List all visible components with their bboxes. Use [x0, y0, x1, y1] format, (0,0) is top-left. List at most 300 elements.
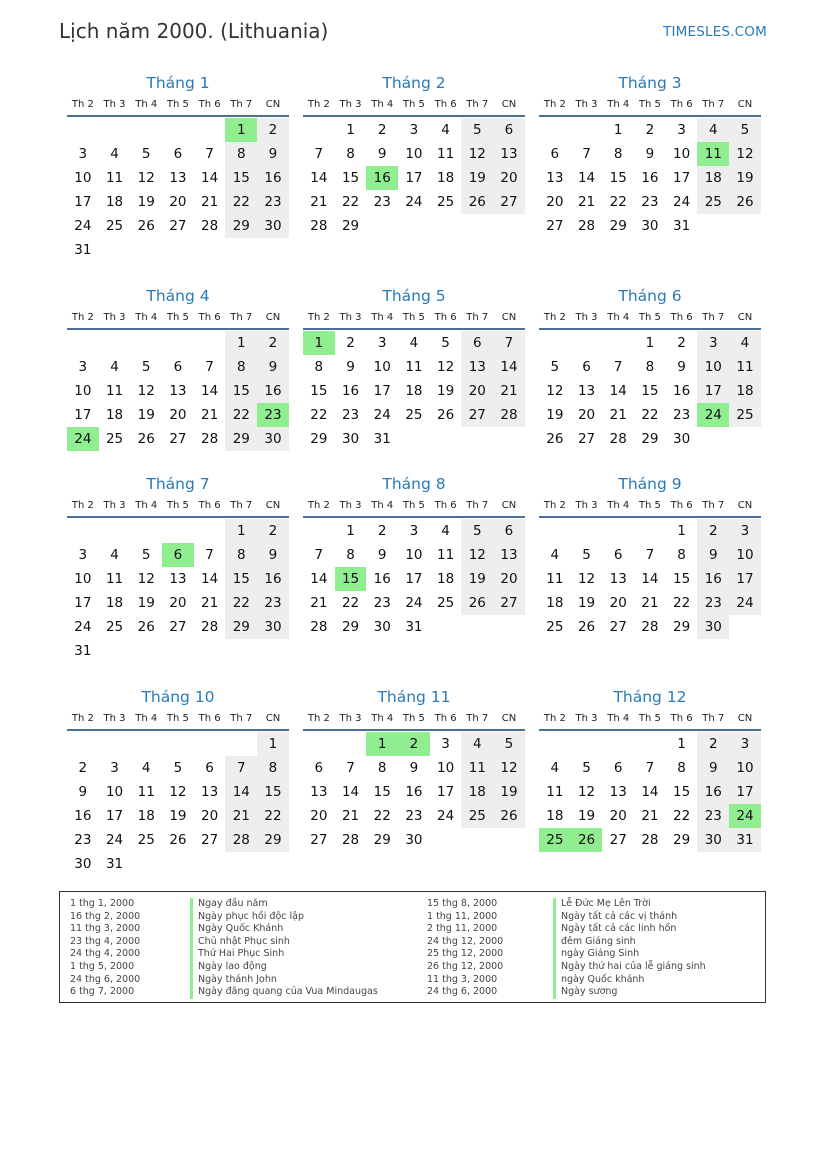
- day-cell[interactable]: 27: [169, 431, 187, 447]
- day-cell[interactable]: 10: [74, 571, 92, 587]
- day-cell[interactable]: 21: [310, 194, 328, 210]
- day-cell[interactable]: 17: [74, 407, 92, 423]
- day-cell[interactable]: 12: [137, 170, 155, 186]
- day-cell[interactable]: 11: [105, 170, 124, 186]
- day-cell[interactable]: 6: [173, 359, 183, 375]
- day-cell[interactable]: 27: [169, 218, 187, 234]
- day-cell[interactable]: 6: [582, 359, 591, 375]
- day-cell[interactable]: 18: [437, 170, 455, 186]
- day-cell[interactable]: 5: [141, 146, 151, 162]
- holiday-day-cell[interactable]: 11: [697, 142, 729, 166]
- day-cell[interactable]: 29: [225, 427, 257, 451]
- day-cell[interactable]: 1: [677, 736, 686, 752]
- holiday-day-cell[interactable]: 23: [257, 403, 289, 427]
- day-cell[interactable]: 16: [257, 379, 289, 403]
- day-cell[interactable]: 12: [137, 383, 155, 399]
- day-cell[interactable]: 9: [677, 359, 686, 375]
- day-cell[interactable]: 7: [314, 146, 324, 162]
- day-cell[interactable]: 5: [141, 547, 151, 563]
- day-cell[interactable]: 20: [493, 166, 525, 190]
- holiday-day-cell[interactable]: 15: [335, 567, 367, 591]
- day-cell[interactable]: 12: [437, 359, 455, 375]
- day-cell[interactable]: 26: [546, 431, 564, 447]
- day-cell[interactable]: 23: [257, 591, 289, 615]
- day-cell[interactable]: 12: [137, 571, 155, 587]
- day-cell[interactable]: 18: [405, 383, 423, 399]
- day-cell[interactable]: 21: [225, 804, 257, 828]
- day-cell[interactable]: 17: [405, 571, 423, 587]
- day-cell[interactable]: 8: [225, 543, 257, 567]
- holiday-day-cell[interactable]: 24: [67, 427, 99, 451]
- day-cell[interactable]: 2: [645, 122, 655, 138]
- day-cell[interactable]: 19: [169, 808, 187, 824]
- day-cell[interactable]: 13: [310, 784, 328, 800]
- day-cell[interactable]: 3: [697, 331, 729, 355]
- day-cell[interactable]: 19: [577, 595, 596, 611]
- day-cell[interactable]: 29: [341, 218, 360, 234]
- day-cell[interactable]: 19: [437, 383, 455, 399]
- day-cell[interactable]: 12: [546, 383, 564, 399]
- day-cell[interactable]: 5: [173, 760, 183, 776]
- day-cell[interactable]: 21: [201, 194, 219, 210]
- day-cell[interactable]: 1: [645, 335, 655, 351]
- day-cell[interactable]: 11: [105, 571, 124, 587]
- day-cell[interactable]: 7: [314, 547, 324, 563]
- day-cell[interactable]: 28: [201, 431, 219, 447]
- day-cell[interactable]: 10: [74, 383, 92, 399]
- day-cell[interactable]: 22: [225, 190, 257, 214]
- day-cell[interactable]: 25: [137, 832, 155, 848]
- day-cell[interactable]: 1: [225, 331, 257, 355]
- day-cell[interactable]: 20: [169, 194, 187, 210]
- day-cell[interactable]: 13: [201, 784, 219, 800]
- day-cell[interactable]: 27: [169, 619, 187, 635]
- day-cell[interactable]: 6: [205, 760, 214, 776]
- day-cell[interactable]: 19: [577, 808, 596, 824]
- day-cell[interactable]: 1: [257, 732, 289, 756]
- day-cell[interactable]: 25: [405, 407, 423, 423]
- day-cell[interactable]: 10: [405, 146, 423, 162]
- day-cell[interactable]: 4: [110, 146, 119, 162]
- holiday-day-cell[interactable]: 16: [366, 166, 398, 190]
- day-cell[interactable]: 26: [461, 591, 493, 615]
- day-cell[interactable]: 12: [461, 142, 493, 166]
- day-cell[interactable]: 11: [729, 355, 761, 379]
- day-cell[interactable]: 30: [74, 856, 92, 872]
- day-cell[interactable]: 2: [677, 335, 686, 351]
- day-cell[interactable]: 16: [641, 170, 659, 186]
- day-cell[interactable]: 21: [341, 808, 360, 824]
- day-cell[interactable]: 19: [461, 567, 493, 591]
- day-cell[interactable]: 12: [169, 784, 187, 800]
- day-cell[interactable]: 21: [201, 407, 219, 423]
- day-cell[interactable]: 23: [74, 832, 92, 848]
- day-cell[interactable]: 8: [677, 547, 686, 563]
- day-cell[interactable]: 9: [377, 146, 387, 162]
- day-cell[interactable]: 12: [461, 543, 493, 567]
- holiday-day-cell[interactable]: 24: [729, 804, 761, 828]
- day-cell[interactable]: 3: [78, 547, 88, 563]
- day-cell[interactable]: 10: [673, 146, 691, 162]
- day-cell[interactable]: 9: [257, 543, 289, 567]
- day-cell[interactable]: 1: [613, 122, 623, 138]
- day-cell[interactable]: 28: [201, 218, 219, 234]
- day-cell[interactable]: 15: [373, 784, 391, 800]
- day-cell[interactable]: 2: [257, 519, 289, 543]
- day-cell[interactable]: 20: [609, 595, 627, 611]
- day-cell[interactable]: 3: [110, 760, 119, 776]
- day-cell[interactable]: 9: [257, 355, 289, 379]
- holiday-day-cell[interactable]: 25: [539, 828, 571, 852]
- day-cell[interactable]: 2: [257, 331, 289, 355]
- day-cell[interactable]: 20: [169, 407, 187, 423]
- day-cell[interactable]: 30: [405, 832, 423, 848]
- day-cell[interactable]: 11: [437, 547, 455, 563]
- day-cell[interactable]: 24: [729, 591, 761, 615]
- day-cell[interactable]: 26: [493, 804, 525, 828]
- day-cell[interactable]: 29: [225, 615, 257, 639]
- day-cell[interactable]: 18: [461, 780, 493, 804]
- day-cell[interactable]: 14: [310, 170, 328, 186]
- day-cell[interactable]: 3: [377, 335, 387, 351]
- day-cell[interactable]: 27: [493, 190, 525, 214]
- day-cell[interactable]: 15: [225, 379, 257, 403]
- day-cell[interactable]: 30: [697, 615, 729, 639]
- day-cell[interactable]: 20: [609, 808, 627, 824]
- day-cell[interactable]: 9: [697, 756, 729, 780]
- day-cell[interactable]: 23: [257, 190, 289, 214]
- day-cell[interactable]: 27: [577, 431, 596, 447]
- day-cell[interactable]: 27: [493, 591, 525, 615]
- day-cell[interactable]: 17: [74, 194, 92, 210]
- day-cell[interactable]: 13: [546, 170, 564, 186]
- day-cell[interactable]: 18: [729, 379, 761, 403]
- day-cell[interactable]: 21: [641, 595, 659, 611]
- day-cell[interactable]: 23: [405, 808, 423, 824]
- day-cell[interactable]: 4: [441, 122, 450, 138]
- day-cell[interactable]: 30: [641, 218, 659, 234]
- day-cell[interactable]: 8: [346, 146, 355, 162]
- day-cell[interactable]: 23: [373, 595, 391, 611]
- day-cell[interactable]: 8: [377, 760, 387, 776]
- day-cell[interactable]: 18: [437, 571, 455, 587]
- day-cell[interactable]: 25: [546, 619, 564, 635]
- day-cell[interactable]: 17: [74, 595, 92, 611]
- day-cell[interactable]: 27: [609, 619, 627, 635]
- day-cell[interactable]: 24: [437, 808, 455, 824]
- day-cell[interactable]: 16: [697, 780, 729, 804]
- day-cell[interactable]: 13: [461, 355, 493, 379]
- day-cell[interactable]: 9: [78, 784, 88, 800]
- day-cell[interactable]: 13: [609, 784, 627, 800]
- day-cell[interactable]: 3: [441, 736, 450, 752]
- day-cell[interactable]: 30: [673, 431, 691, 447]
- day-cell[interactable]: 18: [105, 194, 124, 210]
- day-cell[interactable]: 30: [257, 214, 289, 238]
- day-cell[interactable]: 10: [697, 355, 729, 379]
- day-cell[interactable]: 4: [110, 547, 119, 563]
- day-cell[interactable]: 22: [341, 595, 360, 611]
- day-cell[interactable]: 22: [225, 591, 257, 615]
- day-cell[interactable]: 26: [461, 190, 493, 214]
- day-cell[interactable]: 30: [697, 828, 729, 852]
- holiday-day-cell[interactable]: 6: [162, 543, 194, 567]
- day-cell[interactable]: 5: [582, 547, 591, 563]
- day-cell[interactable]: 12: [729, 142, 761, 166]
- day-cell[interactable]: 13: [169, 383, 187, 399]
- day-cell[interactable]: 4: [550, 547, 560, 563]
- day-cell[interactable]: 24: [373, 407, 391, 423]
- day-cell[interactable]: 8: [257, 756, 289, 780]
- day-cell[interactable]: 18: [697, 166, 729, 190]
- day-cell[interactable]: 3: [729, 732, 761, 756]
- day-cell[interactable]: 28: [225, 828, 257, 852]
- day-cell[interactable]: 5: [461, 519, 493, 543]
- day-cell[interactable]: 14: [341, 784, 360, 800]
- day-cell[interactable]: 16: [341, 383, 360, 399]
- holiday-day-cell[interactable]: 1: [225, 118, 257, 142]
- day-cell[interactable]: 5: [461, 118, 493, 142]
- day-cell[interactable]: 31: [74, 643, 92, 659]
- day-cell[interactable]: 7: [582, 146, 591, 162]
- day-cell[interactable]: 21: [201, 595, 219, 611]
- day-cell[interactable]: 16: [257, 166, 289, 190]
- day-cell[interactable]: 26: [137, 218, 155, 234]
- day-cell[interactable]: 24: [105, 832, 124, 848]
- day-cell[interactable]: 18: [105, 407, 124, 423]
- day-cell[interactable]: 25: [105, 619, 124, 635]
- day-cell[interactable]: 25: [437, 194, 455, 210]
- day-cell[interactable]: 7: [493, 331, 525, 355]
- day-cell[interactable]: 11: [137, 784, 155, 800]
- day-cell[interactable]: 5: [729, 118, 761, 142]
- day-cell[interactable]: 28: [310, 218, 328, 234]
- day-cell[interactable]: 26: [137, 619, 155, 635]
- day-cell[interactable]: 1: [677, 523, 686, 539]
- day-cell[interactable]: 19: [729, 166, 761, 190]
- day-cell[interactable]: 11: [461, 756, 493, 780]
- day-cell[interactable]: 16: [257, 567, 289, 591]
- day-cell[interactable]: 27: [310, 832, 328, 848]
- day-cell[interactable]: 4: [110, 359, 119, 375]
- day-cell[interactable]: 29: [341, 619, 360, 635]
- day-cell[interactable]: 28: [493, 403, 525, 427]
- day-cell[interactable]: 28: [641, 619, 659, 635]
- day-cell[interactable]: 10: [373, 359, 391, 375]
- day-cell[interactable]: 14: [225, 780, 257, 804]
- day-cell[interactable]: 18: [546, 595, 564, 611]
- day-cell[interactable]: 6: [493, 519, 525, 543]
- day-cell[interactable]: 3: [409, 122, 419, 138]
- day-cell[interactable]: 30: [341, 431, 360, 447]
- day-cell[interactable]: 20: [577, 407, 596, 423]
- day-cell[interactable]: 23: [697, 804, 729, 828]
- day-cell[interactable]: 26: [169, 832, 187, 848]
- day-cell[interactable]: 7: [205, 146, 214, 162]
- day-cell[interactable]: 29: [641, 431, 659, 447]
- day-cell[interactable]: 19: [493, 780, 525, 804]
- day-cell[interactable]: 2: [377, 122, 387, 138]
- day-cell[interactable]: 27: [461, 403, 493, 427]
- day-cell[interactable]: 17: [437, 784, 455, 800]
- day-cell[interactable]: 20: [169, 595, 187, 611]
- day-cell[interactable]: 15: [310, 383, 328, 399]
- day-cell[interactable]: 16: [673, 383, 691, 399]
- day-cell[interactable]: 26: [729, 190, 761, 214]
- day-cell[interactable]: 17: [105, 808, 124, 824]
- day-cell[interactable]: 12: [493, 756, 525, 780]
- day-cell[interactable]: 8: [314, 359, 324, 375]
- day-cell[interactable]: 15: [673, 784, 691, 800]
- day-cell[interactable]: 9: [409, 760, 419, 776]
- day-cell[interactable]: 14: [201, 170, 219, 186]
- day-cell[interactable]: 4: [729, 331, 761, 355]
- day-cell[interactable]: 28: [310, 619, 328, 635]
- day-cell[interactable]: 22: [225, 403, 257, 427]
- day-cell[interactable]: 16: [373, 571, 391, 587]
- day-cell[interactable]: 23: [697, 591, 729, 615]
- holiday-day-cell[interactable]: 1: [303, 331, 335, 355]
- day-cell[interactable]: 20: [546, 194, 564, 210]
- day-cell[interactable]: 11: [405, 359, 423, 375]
- day-cell[interactable]: 19: [461, 166, 493, 190]
- day-cell[interactable]: 13: [493, 543, 525, 567]
- day-cell[interactable]: 29: [257, 828, 289, 852]
- day-cell[interactable]: 16: [405, 784, 423, 800]
- day-cell[interactable]: 21: [609, 407, 627, 423]
- holiday-day-cell[interactable]: 26: [571, 828, 603, 852]
- day-cell[interactable]: 5: [550, 359, 560, 375]
- day-cell[interactable]: 2: [78, 760, 88, 776]
- day-cell[interactable]: 7: [346, 760, 355, 776]
- day-cell[interactable]: 10: [437, 760, 455, 776]
- day-cell[interactable]: 29: [310, 431, 328, 447]
- day-cell[interactable]: 25: [437, 595, 455, 611]
- day-cell[interactable]: 9: [346, 359, 355, 375]
- day-cell[interactable]: 27: [609, 832, 627, 848]
- day-cell[interactable]: 11: [437, 146, 455, 162]
- day-cell[interactable]: 31: [373, 431, 391, 447]
- day-cell[interactable]: 21: [493, 379, 525, 403]
- day-cell[interactable]: 7: [645, 547, 655, 563]
- day-cell[interactable]: 14: [310, 571, 328, 587]
- day-cell[interactable]: 8: [613, 146, 623, 162]
- day-cell[interactable]: 17: [673, 170, 691, 186]
- day-cell[interactable]: 3: [677, 122, 686, 138]
- day-cell[interactable]: 17: [405, 170, 423, 186]
- day-cell[interactable]: 4: [550, 760, 560, 776]
- day-cell[interactable]: 31: [74, 242, 92, 258]
- day-cell[interactable]: 23: [373, 194, 391, 210]
- day-cell[interactable]: 15: [225, 166, 257, 190]
- day-cell[interactable]: 31: [729, 828, 761, 852]
- day-cell[interactable]: 28: [341, 832, 360, 848]
- day-cell[interactable]: 5: [441, 335, 450, 351]
- day-cell[interactable]: 8: [677, 760, 686, 776]
- day-cell[interactable]: 10: [105, 784, 124, 800]
- day-cell[interactable]: 26: [437, 407, 455, 423]
- day-cell[interactable]: 2: [346, 335, 355, 351]
- day-cell[interactable]: 7: [225, 756, 257, 780]
- day-cell[interactable]: 5: [141, 359, 151, 375]
- day-cell[interactable]: 6: [461, 331, 493, 355]
- day-cell[interactable]: 8: [645, 359, 655, 375]
- day-cell[interactable]: 21: [641, 808, 659, 824]
- day-cell[interactable]: 25: [461, 804, 493, 828]
- day-cell[interactable]: 27: [546, 218, 564, 234]
- day-cell[interactable]: 6: [613, 760, 623, 776]
- day-cell[interactable]: 4: [697, 118, 729, 142]
- day-cell[interactable]: 15: [225, 567, 257, 591]
- day-cell[interactable]: 14: [641, 571, 659, 587]
- day-cell[interactable]: 10: [729, 543, 761, 567]
- day-cell[interactable]: 9: [697, 543, 729, 567]
- holiday-day-cell[interactable]: 24: [697, 403, 729, 427]
- day-cell[interactable]: 6: [173, 146, 183, 162]
- day-cell[interactable]: 6: [550, 146, 560, 162]
- day-cell[interactable]: 10: [729, 756, 761, 780]
- day-cell[interactable]: 24: [74, 619, 92, 635]
- day-cell[interactable]: 22: [341, 194, 360, 210]
- day-cell[interactable]: 29: [225, 214, 257, 238]
- day-cell[interactable]: 1: [346, 122, 355, 138]
- day-cell[interactable]: 13: [609, 571, 627, 587]
- day-cell[interactable]: 13: [169, 571, 187, 587]
- day-cell[interactable]: 15: [641, 383, 659, 399]
- day-cell[interactable]: 13: [577, 383, 596, 399]
- day-cell[interactable]: 3: [78, 359, 88, 375]
- day-cell[interactable]: 19: [137, 194, 155, 210]
- day-cell[interactable]: 3: [409, 523, 419, 539]
- day-cell[interactable]: 31: [405, 619, 423, 635]
- day-cell[interactable]: 22: [373, 808, 391, 824]
- day-cell[interactable]: 23: [673, 407, 691, 423]
- day-cell[interactable]: 22: [310, 407, 328, 423]
- site-link[interactable]: TIMESLES.COM: [663, 24, 767, 40]
- day-cell[interactable]: 24: [405, 194, 423, 210]
- day-cell[interactable]: 11: [105, 383, 124, 399]
- day-cell[interactable]: 8: [225, 355, 257, 379]
- day-cell[interactable]: 4: [461, 732, 493, 756]
- day-cell[interactable]: 30: [257, 427, 289, 451]
- day-cell[interactable]: 21: [310, 595, 328, 611]
- day-cell[interactable]: 2: [257, 118, 289, 142]
- day-cell[interactable]: 29: [609, 218, 627, 234]
- day-cell[interactable]: 2: [697, 519, 729, 543]
- day-cell[interactable]: 31: [105, 856, 124, 872]
- day-cell[interactable]: 7: [205, 359, 214, 375]
- day-cell[interactable]: 10: [74, 170, 92, 186]
- day-cell[interactable]: 27: [201, 832, 219, 848]
- day-cell[interactable]: 16: [74, 808, 92, 824]
- day-cell[interactable]: 22: [673, 595, 691, 611]
- day-cell[interactable]: 17: [729, 567, 761, 591]
- day-cell[interactable]: 7: [645, 760, 655, 776]
- holiday-day-cell[interactable]: 2: [398, 732, 430, 756]
- day-cell[interactable]: 6: [613, 547, 623, 563]
- day-cell[interactable]: 25: [729, 403, 761, 427]
- day-cell[interactable]: 19: [546, 407, 564, 423]
- day-cell[interactable]: 16: [697, 567, 729, 591]
- day-cell[interactable]: 8: [225, 142, 257, 166]
- day-cell[interactable]: 25: [105, 218, 124, 234]
- day-cell[interactable]: 4: [441, 523, 450, 539]
- day-cell[interactable]: 11: [546, 784, 564, 800]
- day-cell[interactable]: 14: [609, 383, 627, 399]
- day-cell[interactable]: 22: [609, 194, 627, 210]
- day-cell[interactable]: 18: [105, 595, 124, 611]
- day-cell[interactable]: 14: [201, 571, 219, 587]
